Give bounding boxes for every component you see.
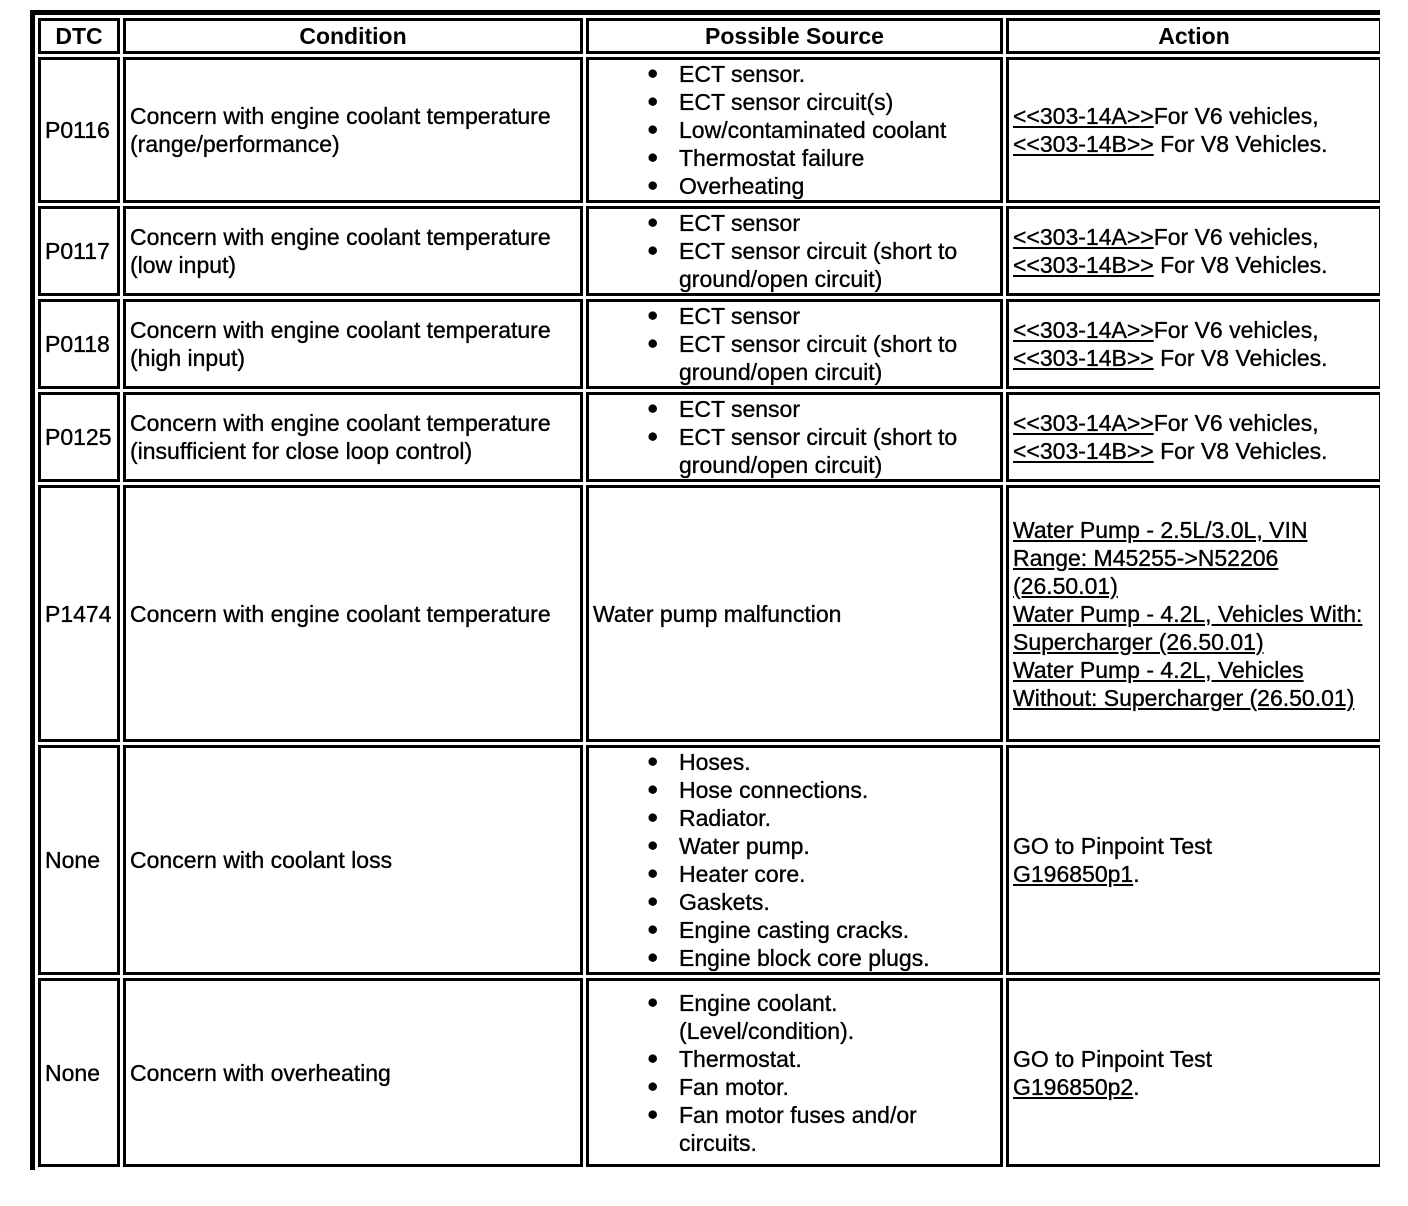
- link-303-14a[interactable]: <<303-14A>>: [1013, 103, 1154, 129]
- list-item: ● Engine casting cracks.: [679, 916, 996, 944]
- source-list: [593, 395, 996, 479]
- list-item: ● ECT sensor.: [679, 60, 996, 88]
- link-303-14a[interactable]: <<303-14A>>: [1013, 224, 1154, 250]
- action-cell: [1006, 978, 1380, 1167]
- action-text: For V6 vehicles,: [1153, 410, 1319, 436]
- list-item: ● Engine block core plugs.: [679, 944, 996, 972]
- action-text: For V8 Vehicles.: [1153, 345, 1328, 371]
- source-cell: [586, 299, 1003, 389]
- condition-cell: Concern with engine coolant temperature: [123, 485, 583, 742]
- list-item: ● Low/contaminated coolant: [679, 116, 996, 144]
- list-item: ● Overheating: [679, 172, 996, 200]
- action-text: GO to Pinpoint Test: [1013, 833, 1213, 859]
- source-cell: [586, 392, 1003, 482]
- source-list: [593, 60, 996, 200]
- action-cell: [1006, 392, 1380, 482]
- table-row: [38, 978, 1380, 1167]
- link-303-14b[interactable]: <<303-14B>>: [1013, 252, 1154, 278]
- action-text: For V6 vehicles,: [1153, 103, 1319, 129]
- action-text: GO to Pinpoint Test: [1013, 1045, 1213, 1072]
- list-item: ● Gaskets.: [679, 888, 996, 916]
- source-cell: [586, 206, 1003, 296]
- dtc-table: [30, 10, 1380, 1170]
- header-possible-source: Possible Source: [586, 18, 1003, 54]
- list-item: ● Heater core.: [679, 860, 996, 888]
- list-item: ● Hoses.: [679, 748, 996, 776]
- dtc-code: P0117: [38, 206, 120, 296]
- list-item: ● ECT sensor circuit (short to ground/open circuit): [679, 423, 996, 479]
- action-text: For V8 Vehicles.: [1153, 252, 1328, 278]
- header-action: Action: [1006, 18, 1380, 54]
- dtc-code: P0118: [38, 299, 120, 389]
- action-text: For V6 vehicles,: [1153, 224, 1319, 250]
- source-cell: Water pump malfunction: [586, 485, 1003, 742]
- condition-cell: Concern with coolant loss: [123, 745, 583, 975]
- header-condition: Condition: [123, 18, 583, 54]
- condition-cell: Concern with engine coolant temperature (low input): [123, 206, 583, 296]
- source-cell: [586, 57, 1003, 203]
- header-dtc: DTC: [38, 18, 120, 54]
- list-item: ● ECT sensor: [679, 209, 996, 237]
- table-row: [38, 745, 1380, 975]
- table-row: [38, 392, 1380, 482]
- action-suffix: .: [1133, 1073, 1140, 1100]
- action-cell: [1006, 485, 1380, 742]
- list-item: ● ECT sensor: [679, 395, 996, 423]
- list-item: ● ECT sensor circuit (short to ground/open circuit): [679, 237, 996, 293]
- link-303-14a[interactable]: <<303-14A>>: [1013, 410, 1154, 436]
- action-cell: [1006, 745, 1380, 975]
- header-row: [38, 18, 1380, 54]
- condition-cell: Concern with engine coolant temperature (high input): [123, 299, 583, 389]
- water-pump-link-2-5l-3-0l[interactable]: Water Pump - 2.5L/3.0L, VIN Range: M45255->N52206 (26.50.01): [1013, 516, 1308, 599]
- list-item: ● Engine coolant. (Level/condition).: [679, 989, 996, 1045]
- action-text: For V6 vehicles,: [1153, 317, 1319, 343]
- source-list: [593, 989, 996, 1157]
- list-item: ● Hose connections.: [679, 776, 996, 804]
- dtc-code: None: [38, 745, 120, 975]
- dtc-code: P0116: [38, 57, 120, 203]
- source-cell: [586, 745, 1003, 975]
- link-303-14b[interactable]: <<303-14B>>: [1013, 345, 1154, 371]
- condition-cell: Concern with engine coolant temperature (range/performance): [123, 57, 583, 203]
- dtc-code: P0125: [38, 392, 120, 482]
- list-item: ● Thermostat failure: [679, 144, 996, 172]
- action-cell: [1006, 299, 1380, 389]
- condition-cell: Concern with overheating: [123, 978, 583, 1167]
- list-item: ● ECT sensor circuit (short to ground/open circuit): [679, 330, 996, 386]
- list-item: ● Radiator.: [679, 804, 996, 832]
- list-item: ● Fan motor.: [679, 1073, 996, 1101]
- pinpoint-test-link-p1[interactable]: G196850p1: [1013, 861, 1134, 887]
- dtc-code: None: [38, 978, 120, 1167]
- water-pump-link-4-2l-no-supercharger[interactable]: Water Pump - 4.2L, Vehicles Without: Supercharger (26.50.01): [1013, 656, 1355, 711]
- list-item: ● ECT sensor circuit(s): [679, 88, 996, 116]
- link-303-14b[interactable]: <<303-14B>>: [1013, 131, 1154, 157]
- action-text: For V8 Vehicles.: [1153, 438, 1328, 464]
- source-cell: [586, 978, 1003, 1167]
- table-row: [38, 485, 1380, 742]
- action-cell: [1006, 206, 1380, 296]
- list-item: ● Fan motor fuses and/or circuits.: [679, 1101, 996, 1157]
- page-frame: [30, 10, 1380, 1180]
- pinpoint-test-link-p2[interactable]: G196850p2: [1013, 1073, 1134, 1100]
- source-list: [593, 748, 996, 972]
- table-row: [38, 57, 1380, 203]
- table-row: [38, 206, 1380, 296]
- condition-cell: Concern with engine coolant temperature (insufficient for close loop control): [123, 392, 583, 482]
- action-text: For V8 Vehicles.: [1153, 131, 1328, 157]
- list-item: ● Thermostat.: [679, 1045, 996, 1073]
- action-cell: [1006, 57, 1380, 203]
- link-303-14a[interactable]: <<303-14A>>: [1013, 317, 1154, 343]
- link-303-14b[interactable]: <<303-14B>>: [1013, 438, 1154, 464]
- source-list: [593, 302, 996, 386]
- water-pump-link-4-2l-supercharger[interactable]: Water Pump - 4.2L, Vehicles With: Supercharger (26.50.01): [1013, 600, 1363, 655]
- list-item: ● Water pump.: [679, 832, 996, 860]
- list-item: ● ECT sensor: [679, 302, 996, 330]
- action-suffix: .: [1133, 861, 1140, 887]
- source-list: [593, 209, 996, 293]
- table-row: [38, 299, 1380, 389]
- dtc-code: P1474: [38, 485, 120, 742]
